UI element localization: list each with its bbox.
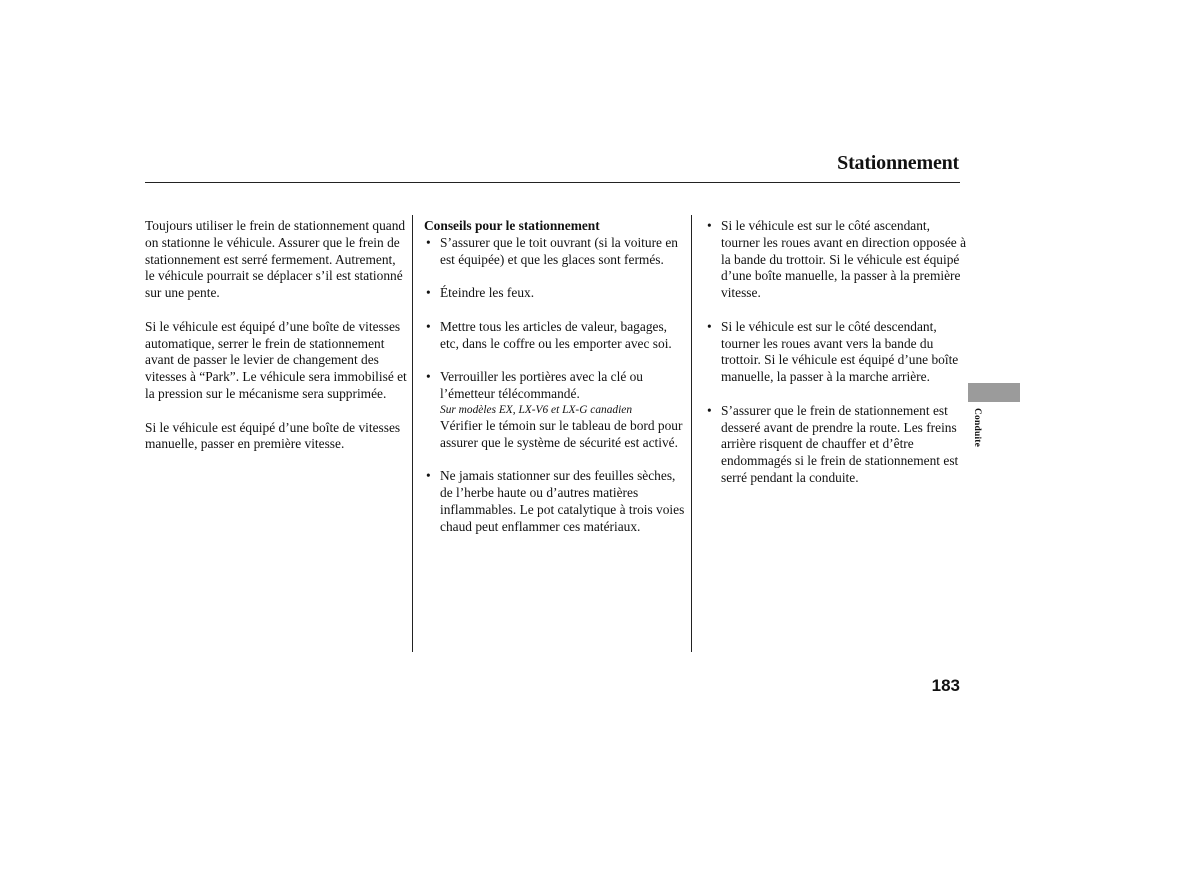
left-column	[145, 218, 407, 470]
list-item	[705, 319, 967, 386]
section-tab-label: Conduite	[972, 408, 982, 448]
list-item	[705, 218, 967, 302]
paragraph: Si le véhicule est équipé d’une boîte de vitesses automatique, serrer le frein de stationnement avant de passer le levier de changement des vitesses à “Park”. Le véhicule sera immobilisé et la pression sur le mécanisme sera supprimée.	[145, 318, 407, 401]
list-item-text: Si le véhicule est sur le côté descendant, tourner les roues avant vers la bande du trottoir. Si le véhicule est équipé d’une boîte manuelle, la passer à la marche arrière.	[721, 318, 959, 385]
bullet-icon: •	[707, 318, 712, 334]
bullet-icon: •	[426, 234, 431, 250]
list-item	[705, 403, 967, 487]
list-item-text: Éteindre les feux.	[440, 285, 535, 301]
list-item-text: Verrouiller les portières avec la clé ou l’émetteur télécommandé.	[440, 369, 643, 401]
bullet-icon: •	[426, 318, 431, 334]
list-item-text: Si le véhicule est sur le côté ascendant, tourner les roues avant en direction opposée à la bande du trottoir. Si le véhicule est équipé d’une boîte manuelle, la passer à la première vitesse.	[721, 218, 967, 301]
bullet-icon: •	[426, 369, 431, 385]
list-item	[424, 319, 686, 353]
list-item-text: Vérifier le témoin sur le tableau de bord pour assurer que le système de sécurité est activé.	[440, 417, 683, 450]
page-number: 183	[931, 676, 960, 695]
section-heading: Conseils pour le stationnement	[424, 218, 600, 233]
section-tab	[968, 383, 1020, 402]
column-divider	[412, 215, 413, 652]
bullet-icon: •	[426, 468, 431, 484]
middle-column	[424, 218, 686, 552]
tips-list	[424, 235, 686, 536]
page-title: Stationnement	[837, 152, 959, 174]
bullet-icon: •	[707, 218, 712, 233]
paragraph: Si le véhicule est équipé d’une boîte de vitesses manuelle, passer en première vitesse.	[145, 419, 401, 452]
list-item	[424, 235, 686, 269]
list-item-text: Ne jamais stationner sur des feuilles sèches, de l’herbe haute ou d’autres matières inflammables. Le pot catalytique à trois voies chaud peut enflammer ces matériaux.	[440, 468, 685, 534]
title-divider	[145, 182, 960, 183]
list-item-text: S’assurer que le frein de stationnement est desseré avant de prendre la route. Les freins arrière risquent de chauffer et d’être endommagés si le frein de stationnement est serré pendant la conduite.	[721, 402, 959, 485]
right-column	[705, 218, 967, 504]
list-item	[424, 369, 686, 451]
paragraph: Toujours utiliser le frein de stationnement quand on stationne le véhicule. Assurer que le frein de stationnement est serré fermement. Autrement, le véhicule pourrait se déplacer s’il est stationné sur une pente.	[145, 218, 406, 301]
list-item	[424, 468, 686, 535]
bullet-icon: •	[707, 402, 712, 418]
list-item-text: S’assurer que le toit ouvrant (si la voiture en est équipée) et que les glaces sont fermés.	[440, 234, 678, 267]
list-item-text: Mettre tous les articles de valeur, bagages, etc, dans le coffre ou les emporter avec soi.	[440, 318, 672, 351]
tips-list	[705, 218, 967, 487]
model-note: Sur modèles EX, LX-V6 et LX-G canadien	[440, 403, 633, 416]
column-divider	[691, 215, 692, 652]
bullet-icon: •	[426, 285, 431, 301]
list-item	[424, 285, 686, 302]
